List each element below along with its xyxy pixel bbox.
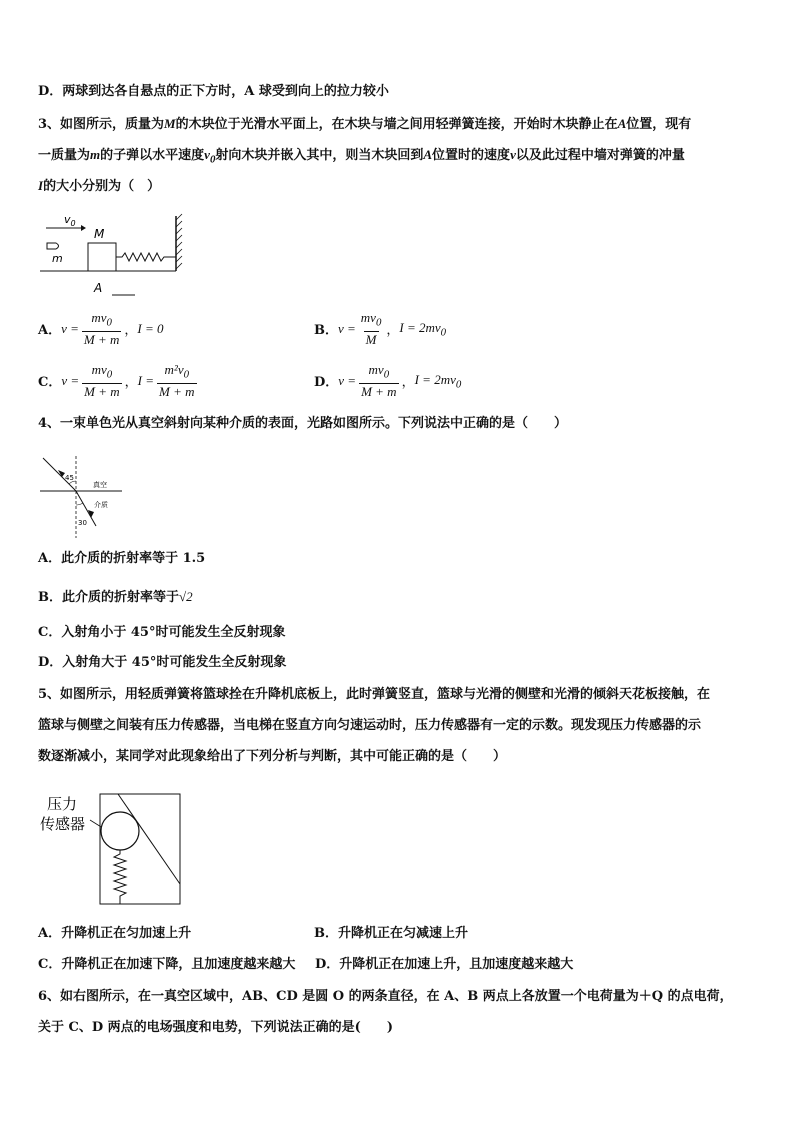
fig-A-label: A — [94, 281, 103, 295]
fig-basketball — [101, 812, 139, 850]
fig-v0-label: $v_0$ — [64, 213, 76, 228]
fig-spring — [116, 253, 176, 261]
q5-stem-line1: 5、如图所示，用轻质弹簧将篮球拴在升降机底板上，此时弹簧竖直，篮球与光滑的侧壁和光滑的倾斜天花板接触，在 — [38, 687, 711, 702]
fig-arrowhead — [81, 225, 86, 231]
q3-stem-line1: 3、如图所示，质量为M的木块位于光滑水平面上，在木块与墙之间用轻弹簧连接，开始时木块静止在A位置，现有 — [38, 116, 692, 132]
fig-sensor-label-2: 传感器 — [40, 815, 86, 833]
q5-option-c[interactable]: C．升降机正在加速下降，且加速度越来越大 — [38, 957, 296, 972]
q5-figure-elevator — [38, 792, 188, 908]
q3-figure-block-spring — [38, 210, 188, 302]
var-M: M — [164, 116, 176, 131]
fig-elevator-box — [100, 794, 180, 904]
q3-stem-line3: I的大小分别为（ ） — [38, 178, 161, 194]
fig-angle-30: 30 — [78, 519, 87, 527]
q4-option-b[interactable]: B．此介质的折射率等于√2 — [38, 589, 193, 605]
fig-angle-45: 45 — [65, 474, 74, 482]
q5-option-b[interactable]: B．升降机正在匀减速上升 — [314, 926, 468, 941]
fig-m-label: m — [52, 252, 63, 265]
frac-mv0-over-M-plus-m-d: $\frac{mv_0}{M + m}$ — [361, 362, 397, 399]
fig-spring — [114, 850, 126, 904]
q5-option-a[interactable]: A．升降机正在匀加速上升 — [38, 926, 192, 941]
var-A: A — [617, 116, 627, 131]
q3-option-c[interactable]: C． v = $\frac{mv_0}{M + m}$ ， I = $\frac{m^2v_0}{M + m}$ — [38, 362, 195, 399]
q5-stem-line2: 篮球与侧壁之间装有压力传感器，当电梯在竖直方向匀速运动时，压力传感器有一定的示数。现发现压力传感器的示 — [38, 718, 702, 733]
q5-stem-line3: 数逐渐减小，某同学对此现象给出了下列分析与判断，其中可能正确的是（ ） — [38, 749, 507, 764]
fig-vacuum-label: 真空 — [93, 481, 107, 489]
frac-mv0-over-M-plus-m: $\frac{mv_0}{M + m}$ — [83, 310, 120, 347]
q5-option-d[interactable]: D．升降机正在加速上升，且加速度越来越大 — [315, 957, 574, 972]
fig-M-label: M — [94, 227, 105, 241]
fig-sensor-label-1: 压力 — [47, 795, 78, 813]
q3-option-b[interactable]: B． v = $\frac{mv_0}{M}$ ， $I = 2mv_0$ — [314, 310, 447, 347]
q3-option-a[interactable]: A． v = $\frac{mv_0}{M + m}$ ， I = 0 — [38, 310, 164, 347]
var-v0: v — [204, 147, 210, 162]
var-v: v — [510, 147, 516, 162]
fig-bullet — [47, 243, 59, 249]
q4-stem: 4、一束单色光从真空斜射向某种介质的表面，光路如图所示。下列说法中正确的是（ ） — [38, 416, 568, 431]
fig-wall-hatch — [176, 214, 182, 269]
q6-stem-line1: 6、如右图所示，在一真空区域中，AB、CD 是圆 O 的两条直径，在 A、B 两点上各放置一个电荷量为＋Q 的点电荷， — [38, 989, 733, 1004]
q4-option-d[interactable]: D．入射角大于 45°时可能发生全反射现象 — [38, 655, 287, 670]
q4-option-c[interactable]: C．入射角小于 45°时可能发生全反射现象 — [38, 625, 286, 640]
var-I: I — [38, 178, 44, 193]
q3-option-d[interactable]: D． v = $\frac{mv_0}{M + m}$ ， $I = 2mv_0$ — [314, 362, 462, 399]
q6-stem-line2: 关于 C、D 两点的电场强度和电势，下列说法正确的是( ) — [38, 1020, 393, 1035]
frac-mv0-over-M: $\frac{mv_0}{M}$ — [360, 310, 382, 347]
sqrt-2: √2 — [179, 589, 193, 604]
var-m: m — [90, 147, 101, 162]
frac-mv0-over-M-plus-m-c: $\frac{mv_0}{M + m}$ — [84, 362, 120, 399]
fig-block — [88, 243, 116, 271]
q4-option-a[interactable]: A．此介质的折射率等于 1.5 — [38, 551, 206, 566]
fig-medium-label: 介质 — [94, 501, 108, 509]
var-A-2: A — [423, 147, 433, 162]
q4-figure-refraction — [38, 452, 128, 542]
q3-stem-line2: 一质量为m的子弹以水平速度$v_0$射向木块并嵌入其中，则当木块回到A位置时的速度v以及此过程中墙对弹簧的冲量 — [38, 147, 685, 166]
q2-option-d[interactable]: D．两球到达各自悬点的正下方时，A 球受到向上的拉力较小 — [38, 84, 389, 99]
frac-m2v0-over-M-plus-m: $\frac{m^2v_0}{M + m}$ — [159, 362, 195, 399]
